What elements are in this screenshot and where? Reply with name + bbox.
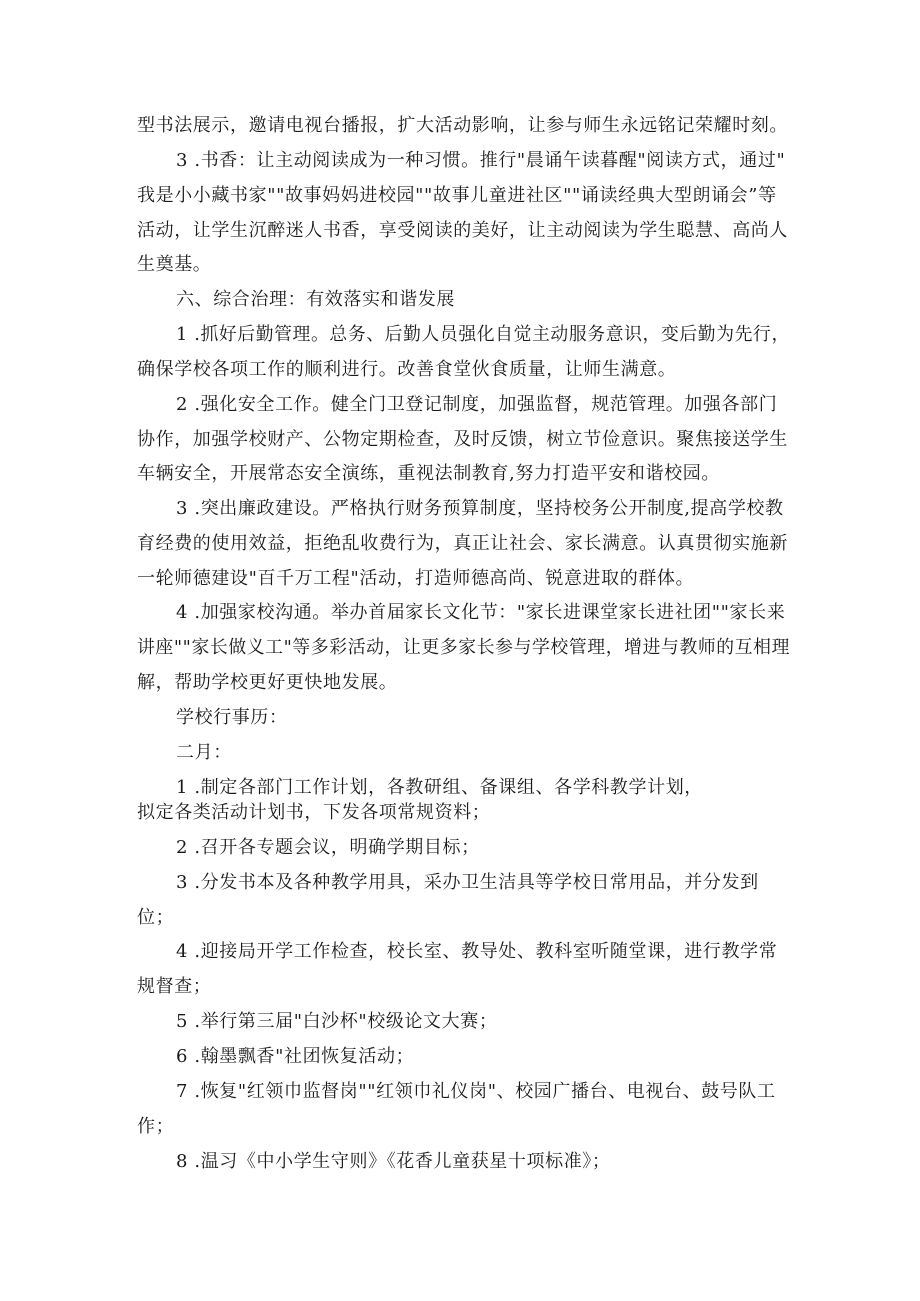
section-heading: 六、综合治理：有效落实和谐发展 [176, 289, 455, 310]
text-line: 5 .举行第三届"白沙杯"校级论文大赛； [176, 1011, 498, 1032]
text-line: 拟定各类活动计划书，下发各项常规资料； [137, 802, 491, 823]
text-line: 6 .翰墨飘香"社团恢复活动； [176, 1046, 415, 1067]
text-line: 型书法展示，邀请电视台播报，扩大活动影响，让参与师生永远铭记荣耀时刻。 [137, 115, 788, 136]
text-line: 育经费的使用效益，拒绝乱收费行为，真正让社会、家长满意。认真贯彻实施新 [137, 533, 788, 554]
text-line: 8 .温习《中小学生守则》《花香儿童获星十项标准》； [176, 1151, 611, 1172]
text-line: 2 .强化安全工作。健全门卫登记制度，加强监督，规范管理。加强各部门 [176, 394, 778, 415]
text-line: 2 .召开各专题会议，明确学期目标； [176, 837, 480, 858]
text-line: 1 .制定各部门工作计划，各教研组、备课组、各学科教学计划， [176, 777, 703, 798]
text-line: 规督查； [137, 976, 212, 997]
text-line: 3 .分发书本及各种教学用具，采办卫生洁具等学校日常用品，并分发到 [176, 872, 759, 893]
text-line: 活动，让学生沉醉迷人书香，享受阅读的美好，让主动阅读为学生聪慧、高尚人 [137, 220, 788, 241]
text-line: 我是小小藏书家""故事妈妈进校园""故事儿童进社区""诵读经典大型朗诵会”等 [137, 185, 777, 206]
text-line: 确保学校各项工作的顺利进行。改善食堂伙食质量，让师生满意。 [137, 359, 677, 380]
text-line: 4 .迎接局开学工作检查，校长室、教导处、教科室听随堂课，进行教学常 [176, 941, 778, 962]
text-line: 协作，加强学校财产、公物定期检查，及时反馈，树立节俭意识。聚焦接送学生 [137, 429, 788, 450]
text-line: 1 .抓好后勤管理。总务、后勤人员强化自觉主动服务意识，变后勤为先行， [176, 324, 790, 345]
section-heading: 学校行事历： [176, 707, 288, 728]
text-line: 解，帮助学校更好更快地发展。 [137, 672, 398, 693]
month-heading: 二月： [176, 742, 232, 763]
text-line: 车辆安全，开展常态安全演练，重视法制教育,努力打造平安和谐校园。 [137, 463, 720, 484]
text-line: 作； [137, 1116, 175, 1137]
text-line: 3 .突出廉政建设。严格执行财务预算制度，坚持校务公开制度,提高学校教 [176, 498, 784, 519]
text-line: 讲座""家长做义工"等多彩活动，让更多家长参与学校管理，增进与教师的互相理 [137, 637, 791, 658]
text-line: 3 .书香：让主动阅读成为一种习惯。推行"晨诵午读暮醒"阅读方式，通过" [176, 150, 786, 171]
text-line: 7 .恢复"红领巾监督岗""红领巾礼仪岗"、校园广播台、电视台、鼓号队工 [176, 1081, 776, 1102]
text-line: 生奠基。 [137, 254, 212, 275]
text-line: 位； [137, 907, 175, 928]
text-line: 4 .加强家校沟通。举办首届家长文化节："家长进课堂家长进社团""家长来 [176, 602, 786, 623]
text-line: 一轮师德建设"百千万工程"活动，打造师德高尚、锐意进取的群体。 [137, 568, 695, 589]
